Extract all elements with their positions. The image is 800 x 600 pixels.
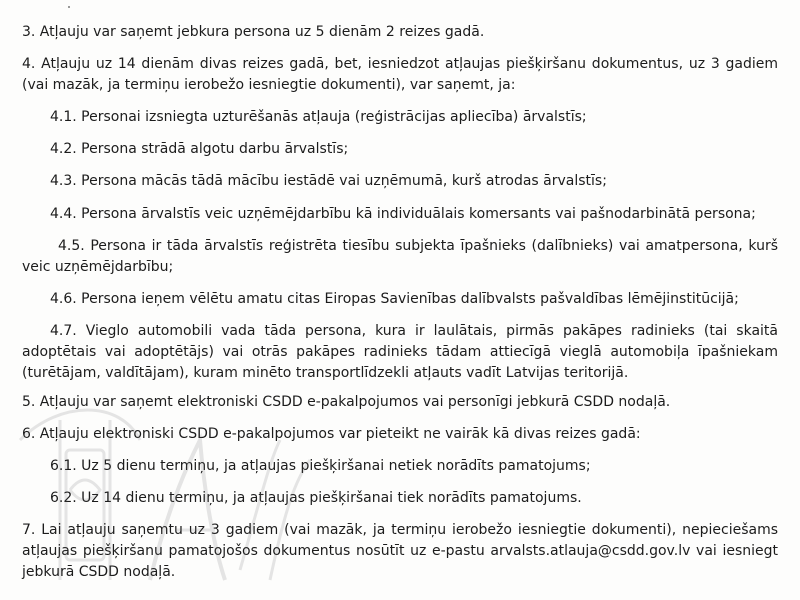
paragraph-4: 4. Atļauju uz 14 dienām divas reizes gadā, bet, iesniedzot atļaujas piešķiršanu dokumentus, uz 3 gadiem (vai mazāk, ja termiņu ierobežo iesniegtie dokumenti), var saņemt, ja: xyxy=(22,56,778,93)
paragraph-4-2: 4.2. Persona strādā algotu darbu ārvalstīs; xyxy=(50,141,349,157)
paragraph-4-4: 4.4. Persona ārvalstīs veic uzņēmējdarbību kā individuālais komersants vai pašnodarbinātā persona; xyxy=(50,206,756,222)
paragraph-6: 6. Atļauju elektroniski CSDD e-pakalpojumos var pieteikt ne vairāk kā divas reizes gadā: xyxy=(22,426,641,442)
paragraph-6-2: 6.2. Uz 14 dienu termiņu, ja atļaujas piešķiršanai tiek norādīts pamatojums. xyxy=(50,490,582,506)
paragraph-4-5: 4.5. Persona ir tāda ārvalstīs reģistrēta tiesību subjekta īpašnieks (dalībnieks) vai amatpersona, kurš veic uzņēmējdarbību; xyxy=(22,238,778,275)
paragraph-4-3: 4.3. Persona mācās tādā mācību iestādē vai uzņēmumā, kurš atrodas ārvalstīs; xyxy=(50,173,607,189)
paragraph-3: 3. Atļauju var saņemt jebkura persona uz 5 dienām 2 reizes gadā. xyxy=(22,24,485,40)
paragraph-5: 5. Atļauju var saņemt elektroniski CSDD e-pakalpojumos vai personīgi jebkurā CSDD nodaļā. xyxy=(22,394,671,410)
paragraph-7: 7. Lai atļauju saņemtu uz 3 gadiem (vai mazāk, ja termiņu ierobežo iesniegtie dokumenti), nepieciešams atļaujas piešķiršanu pamatojošos dokumentus nosūtīt uz e-pastu arvalsts.atlauja@csdd.gov.lv vai iesniegt jebkurā CSDD nodaļā. xyxy=(22,522,778,580)
paragraph-4-7: 4.7. Vieglo automobili vada tāda persona, kura ir laulātais, pirmās pakāpes radinieks (tai skaitā adoptētais vai adoptētājs) vai otrās pakāpes radinieks tādam attiecīgā vieglā automobiļa īpašniekam (turētājam, valdītājam), kuram minēto transportlīdzekli atļauts vadīt Latvijas teritorijā. xyxy=(22,323,778,381)
paragraph-6-1: 6.1. Uz 5 dienu termiņu, ja atļaujas piešķiršanai netiek norādīts pamatojums; xyxy=(50,458,591,474)
scan-speck xyxy=(68,6,70,8)
paragraph-4-6: 4.6. Persona ieņem vēlētu amatu citas Eiropas Savienības dalībvalsts pašvaldības lēmējinstitūcijā; xyxy=(50,291,739,307)
paragraph-4-1: 4.1. Personai izsniegta uzturēšanās atļauja (reģistrācijas apliecība) ārvalstīs; xyxy=(50,109,587,125)
